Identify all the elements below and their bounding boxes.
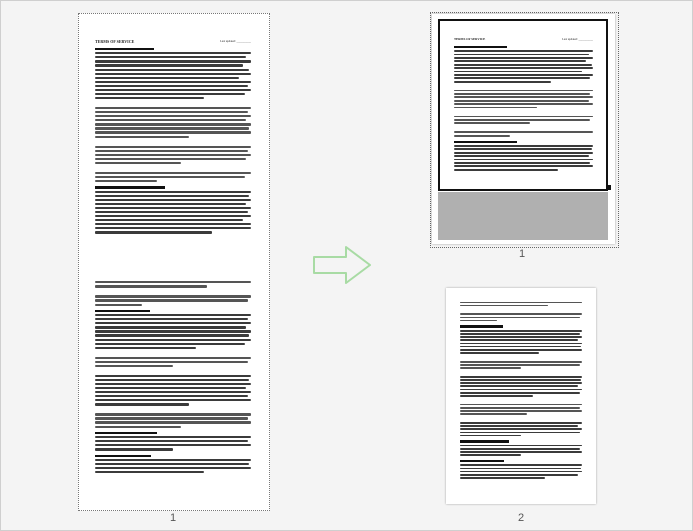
- source-page-content: [79, 14, 269, 485]
- section-heading: [95, 48, 154, 50]
- source-page-number: 1: [170, 512, 177, 524]
- output-page-1-number: 1: [519, 248, 526, 260]
- output-page-2-number: 2: [518, 512, 525, 524]
- output-page-2[interactable]: [446, 288, 596, 504]
- crop-resize-handle[interactable]: [606, 185, 611, 190]
- cropped-out-area: [438, 192, 608, 240]
- output-page-2-content: [446, 288, 596, 486]
- output-page-1-content: [432, 14, 615, 178]
- doc-last-updated: Last updated: __________: [562, 37, 593, 41]
- doc-title: TERMS OF SERVICE: [95, 39, 135, 44]
- doc-last-updated: Last updated: __________: [220, 39, 251, 43]
- output-page-1[interactable]: [432, 14, 615, 244]
- right-arrow-outline-icon: [312, 244, 374, 286]
- source-page[interactable]: [78, 13, 270, 511]
- doc-title: TERMS OF SERVICE: [454, 37, 486, 41]
